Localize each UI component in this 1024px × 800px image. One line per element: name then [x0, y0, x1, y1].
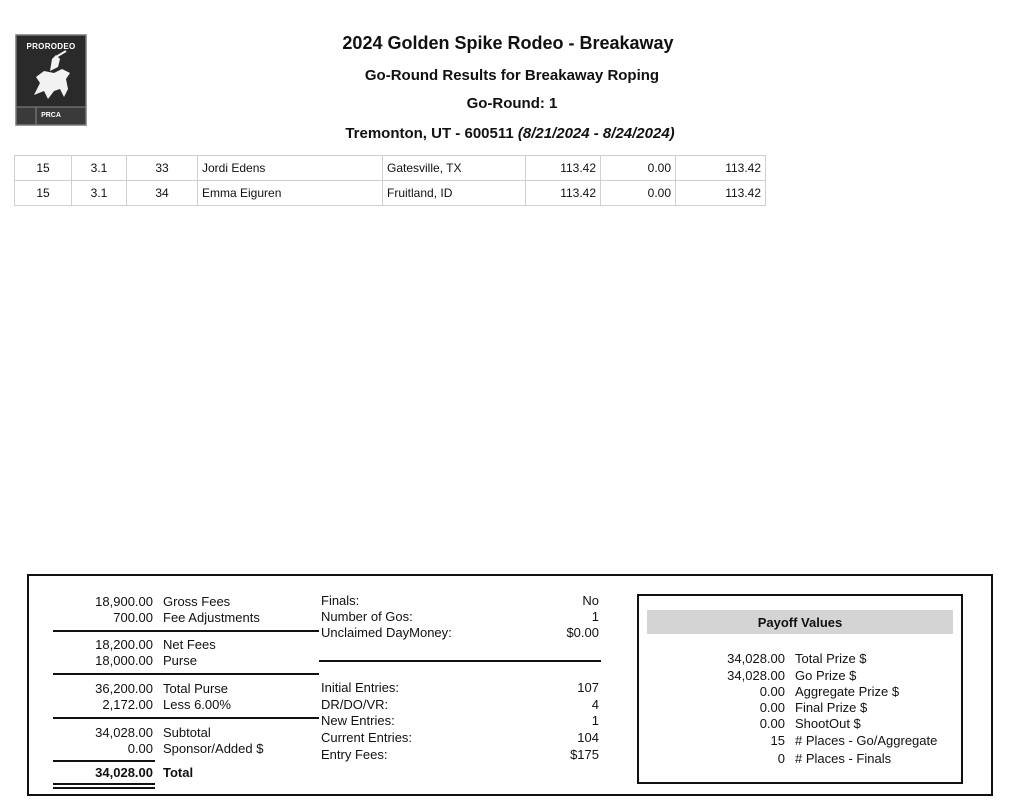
divider [53, 673, 319, 675]
finals-value: No [582, 593, 599, 608]
payoff-values-title: Payoff Values [647, 610, 953, 634]
gross-fees-label: Gross Fees [163, 594, 231, 609]
places-go-aggregate-label: # Places - Go/Aggregate [795, 733, 938, 748]
total-value: 34,028.00 [95, 765, 153, 780]
final-prize-value: 0.00 [759, 700, 785, 715]
less-value: 2,172.00 [102, 697, 153, 712]
contestant-name-cell: Emma Eiguren [198, 181, 383, 206]
total-purse-value: 36,200.00 [95, 681, 153, 696]
net-fees-value: 18,200.00 [95, 637, 153, 652]
initial-entries-value: 107 [577, 680, 599, 695]
total-prize-value: 34,028.00 [727, 651, 785, 666]
entry-fees-label: Entry Fees: [321, 747, 388, 762]
sponsor-value: 0.00 [127, 741, 153, 756]
hometown-cell: Fruitland, ID [383, 181, 526, 206]
final-prize-label: Final Prize $ [795, 700, 868, 715]
aggregate-prize-label: Aggregate Prize $ [795, 684, 900, 699]
summary-box [27, 574, 993, 796]
go-prize-value: 34,028.00 [727, 668, 785, 683]
hometown-cell: Gatesville, TX [383, 156, 526, 181]
time-cell: 3.1 [72, 181, 127, 206]
fee-adjustments-value: 700.00 [113, 610, 153, 625]
drdovr-value: 4 [591, 697, 599, 712]
subtotal-value: 34,028.00 [95, 725, 153, 740]
finals-label: Finals: [321, 593, 360, 608]
places-finals-label: # Places - Finals [795, 751, 892, 766]
money-cell: 113.42 [526, 156, 601, 181]
contestant-name-cell: Jordi Edens [198, 156, 383, 181]
ground-money-cell: 0.00 [601, 181, 676, 206]
go-round-label: Go-Round: 1 [466, 95, 558, 112]
initial-entries-label: Initial Entries: [321, 680, 400, 695]
place-cell: 15 [15, 181, 72, 206]
aggregate-prize-value: 0.00 [759, 684, 785, 699]
shootout-label: ShootOut $ [795, 716, 861, 731]
places-finals-value: 0 [777, 751, 785, 766]
gross-fees-value: 18,900.00 [95, 594, 153, 609]
gos-value: 1 [591, 609, 599, 624]
total-cell: 113.42 [676, 181, 766, 206]
logo-bottom-text: PRCA [41, 112, 61, 119]
table-row [15, 156, 766, 181]
drdovr-label: DR/DO/VR: [321, 697, 389, 712]
results-table [14, 155, 766, 206]
total-label: Total [163, 765, 194, 780]
new-entries-label: New Entries: [321, 713, 395, 728]
back-number-cell: 33 [127, 156, 198, 181]
unclaimed-value: $0.00 [566, 625, 599, 640]
page-title: 2024 Golden Spike Rodeo - Breakaway [342, 33, 674, 53]
location-line [0, 125, 1022, 142]
places-go-aggregate-value: 15 [770, 733, 785, 748]
place-cell: 15 [15, 156, 72, 181]
total-purse-label: Total Purse [163, 681, 229, 696]
gos-label: Number of Gos: [321, 609, 413, 624]
current-entries-label: Current Entries: [321, 730, 413, 745]
new-entries-value: 1 [591, 713, 599, 728]
sponsor-label: Sponsor/Added $ [163, 741, 264, 756]
page-subtitle: Go-Round Results for Breakaway Roping [364, 67, 660, 84]
total-prize-label: Total Prize $ [795, 651, 867, 666]
purse-label: Purse [163, 653, 197, 668]
shootout-value: 0.00 [759, 716, 785, 731]
location-text: Tremonton, UT - 600511 [345, 125, 514, 142]
entry-fees-value: $175 [570, 747, 599, 762]
purse-value: 18,000.00 [95, 653, 153, 668]
table-row [15, 181, 766, 206]
time-cell: 3.1 [72, 156, 127, 181]
divider [53, 783, 155, 785]
go-prize-label: Go Prize $ [795, 668, 857, 683]
payoff-values-box [637, 594, 963, 784]
divider [53, 630, 319, 632]
date-range: (8/21/2024 - 8/24/2024) [517, 125, 675, 142]
ground-money-cell: 0.00 [601, 156, 676, 181]
divider [53, 787, 155, 789]
less-label: Less 6.00% [163, 697, 231, 712]
divider [53, 717, 319, 719]
net-fees-label: Net Fees [163, 637, 216, 652]
subtotal-label: Subtotal [163, 725, 211, 740]
total-cell: 113.42 [676, 156, 766, 181]
fee-adjustments-label: Fee Adjustments [163, 610, 260, 625]
back-number-cell: 34 [127, 181, 198, 206]
unclaimed-label: Unclaimed DayMoney: [321, 625, 452, 640]
money-cell: 113.42 [526, 181, 601, 206]
divider [53, 760, 155, 762]
logo-top-text: PRORODEO [26, 42, 76, 51]
divider [319, 660, 601, 662]
current-entries-value: 104 [577, 730, 599, 745]
